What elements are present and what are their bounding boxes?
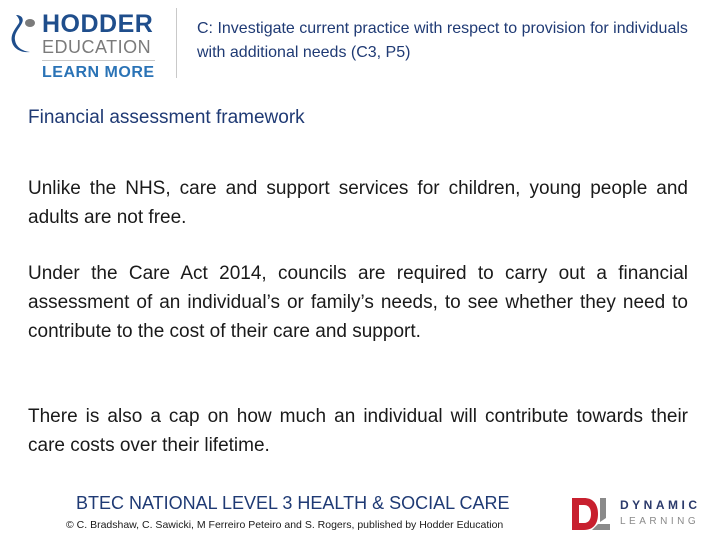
paragraph-1: Unlike the NHS, care and support services for children, young people and adults are not free.	[28, 178, 688, 228]
paragraph-2: Under the Care Act 2014, councils are required to carry out a financial assessment of an individual’s or family’s needs, to see whether they need to contribute to the cost of their care and support.	[28, 263, 688, 342]
footer-copyright: © C. Bradshaw, C. Sawicki, M Ferreiro Peteiro and S. Rogers, published by Hodder Education	[66, 519, 504, 531]
header-divider	[176, 8, 177, 78]
hodder-swoosh-icon	[10, 13, 38, 55]
dl-dynamic-text: DYNAMIC	[620, 498, 701, 512]
logo-learn-more-text: LEARN MORE	[42, 60, 155, 82]
hodder-education-logo	[10, 9, 162, 81]
dynamic-learning-logo	[570, 496, 710, 532]
logo-hodder-text: HODDER	[42, 10, 154, 38]
footer-title-bold: BTEC NATIONAL LEVEL 3	[76, 493, 293, 513]
section-title: Financial assessment framework	[28, 107, 305, 128]
logo-education-text: EDUCATION	[42, 37, 152, 57]
dl-learning-text: LEARNING	[620, 516, 700, 527]
dynamic-learning-dl-icon	[570, 496, 612, 532]
footer-title	[76, 493, 509, 514]
header-title: C: Investigate current practice with respect to provision for individuals with additional needs (C3, P5)	[197, 20, 688, 61]
footer-title-plain: HEALTH & SOCIAL CARE	[297, 493, 510, 513]
paragraph-3: There is also a cap on how much an individual will contribute towards their care costs over their lifetime.	[28, 406, 688, 456]
